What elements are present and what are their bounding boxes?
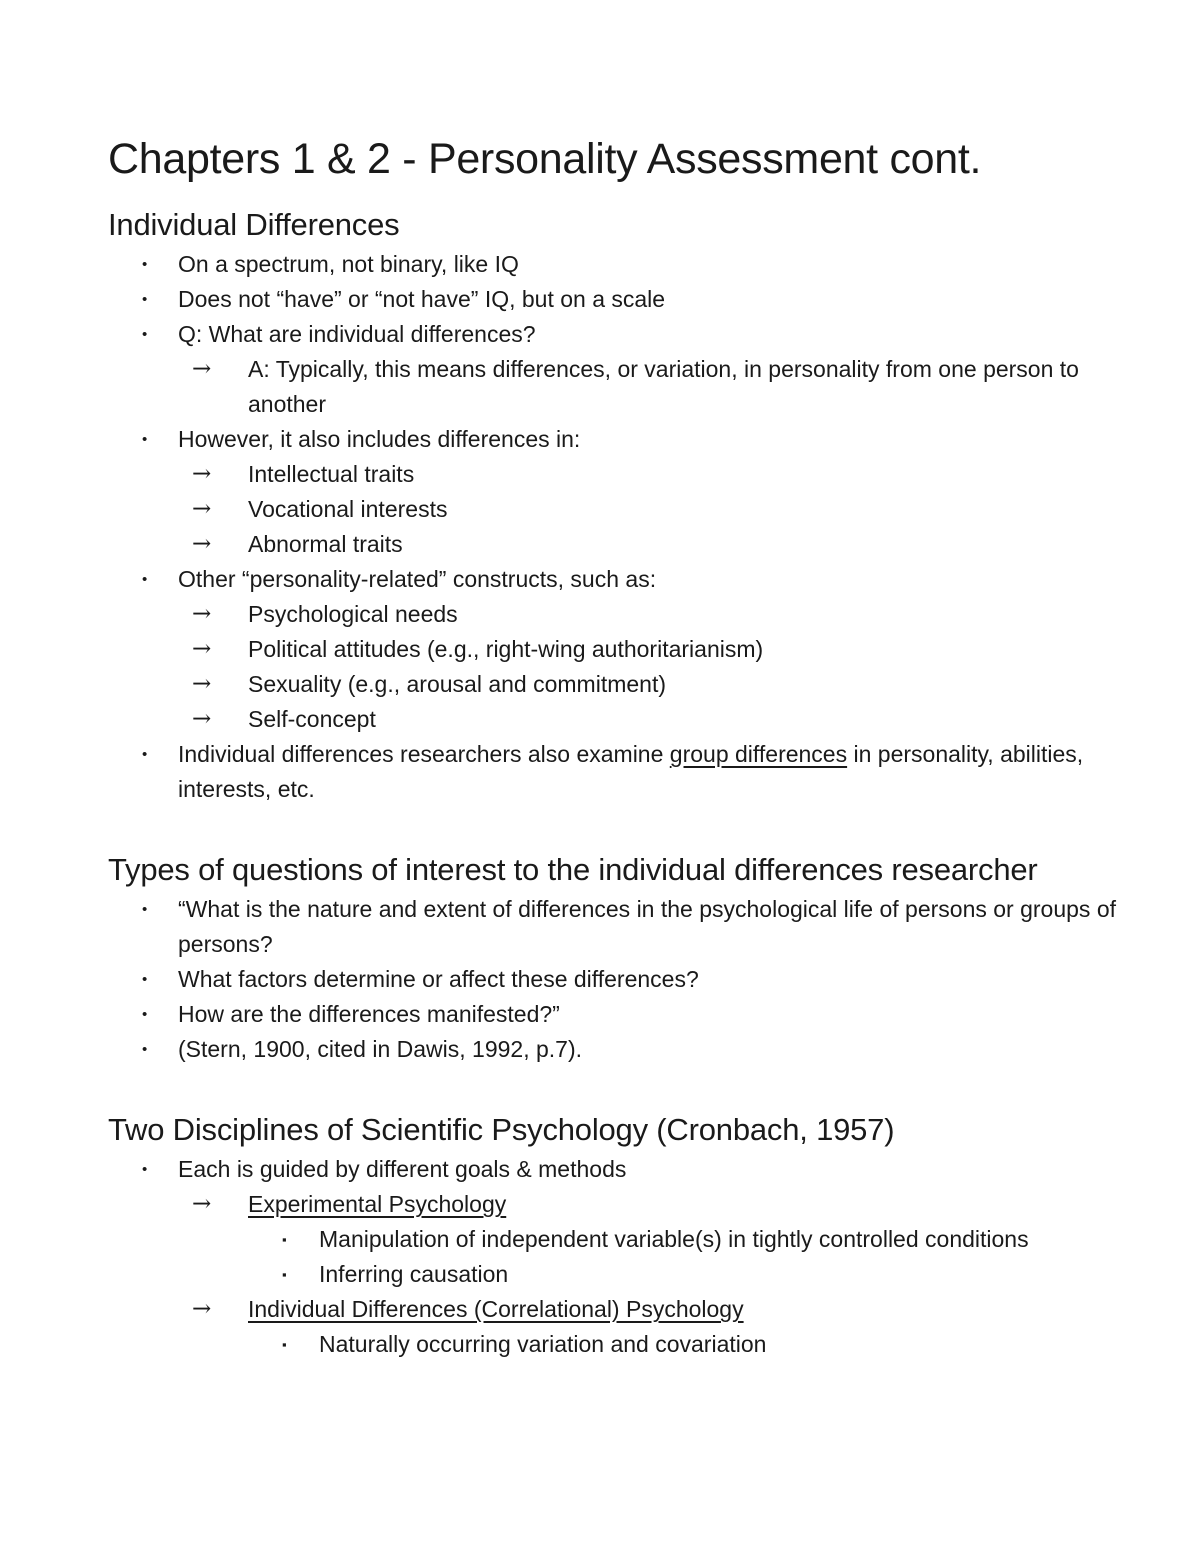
bullet-icon: • [142, 431, 148, 448]
square-bullet-icon: ▪ [282, 1232, 287, 1247]
sub-list-item [108, 597, 1138, 632]
arrow-icon: → [192, 636, 212, 662]
arrow-icon: → [192, 461, 212, 487]
section-list-types-of-questions [108, 892, 1138, 1067]
section-heading-individual-differences: Individual Differences [108, 207, 400, 242]
list-item-text: However, it also includes differences in: [178, 426, 581, 452]
bullet-icon: • [142, 571, 148, 588]
list-item-text: Inferring causation [319, 1261, 509, 1287]
list-item [108, 997, 1138, 1032]
sub-list-item [108, 457, 1138, 492]
list-item [108, 422, 1138, 457]
list-item-text: Q: What are individual differences? [178, 321, 536, 347]
underlined-term: Experimental Psychology [248, 1191, 507, 1217]
sub-list-item [108, 352, 1138, 422]
list-item [108, 317, 1138, 352]
sub-list-item [108, 492, 1138, 527]
list-item-text: Political attitudes (e.g., right-wing authoritarianism) [248, 636, 764, 662]
document-content [108, 130, 1138, 1433]
arrow-icon: → [192, 1191, 212, 1217]
list-item [108, 962, 1138, 997]
arrow-icon: → [192, 531, 212, 557]
list-item-text: Naturally occurring variation and covariation [319, 1331, 767, 1357]
section-heading-two-disciplines: Two Disciplines of Scientific Psychology (Cronbach, 1957) [108, 1112, 895, 1147]
sub-sub-list-item [108, 1327, 1138, 1362]
bullet-icon: • [142, 901, 148, 918]
sub-list-item [108, 1187, 1138, 1222]
list-item [108, 892, 1138, 962]
list-item-text: A: Typically, this means differences, or variation, in personality from one person to another [248, 356, 1079, 417]
underlined-term: Individual Differences (Correlational) Psychology [248, 1296, 744, 1322]
sub-list-item [108, 527, 1138, 562]
section-list-individual-differences [108, 247, 1138, 807]
bullet-icon: • [142, 326, 148, 343]
list-item-text: Intellectual traits [248, 461, 415, 487]
list-item [108, 1152, 1138, 1187]
arrow-icon: → [192, 1296, 212, 1322]
list-item-text: Vocational interests [248, 496, 448, 522]
list-item-text: “What is the nature and extent of differences in the psychological life of persons or groups of persons? [178, 896, 1117, 957]
list-item-text: Each is guided by different goals & methods [178, 1156, 627, 1182]
list-item-text: How are the differences manifested?” [178, 1001, 560, 1027]
square-bullet-icon: ▪ [282, 1337, 287, 1352]
list-item-text: Abnormal traits [248, 531, 403, 557]
list-item-text: Manipulation of independent variable(s) in tightly controlled conditions [319, 1226, 1029, 1252]
bullet-icon: • [142, 746, 148, 763]
sub-sub-list-item [108, 1257, 1138, 1292]
arrow-icon: → [192, 356, 212, 382]
underlined-term: group differences [669, 741, 848, 767]
bullet-icon: • [142, 256, 148, 273]
list-item-text: Sexuality (e.g., arousal and commitment) [248, 671, 667, 697]
bullet-icon: • [142, 291, 148, 308]
list-item [108, 562, 1138, 597]
sub-list-item [108, 1292, 1138, 1327]
list-item-text-after-underline: in personality, abilities, interests, etc. [178, 741, 1084, 802]
list-item-text: Does not “have” or “not have” IQ, but on a scale [178, 286, 666, 312]
list-item-text: On a spectrum, not binary, like IQ [178, 251, 519, 277]
list-item-text: What factors determine or affect these differences? [178, 966, 699, 992]
sub-sub-list-item [108, 1222, 1138, 1257]
sub-list-item [108, 702, 1138, 737]
sub-list-item [108, 667, 1138, 702]
list-item-text: Self-concept [248, 706, 376, 732]
arrow-icon: → [192, 706, 212, 732]
list-item [108, 1032, 1138, 1067]
square-bullet-icon: ▪ [282, 1267, 287, 1282]
section-heading-types-of-questions: Types of questions of interest to the individual differences researcher [108, 852, 1038, 887]
sub-list-item [108, 632, 1138, 667]
arrow-icon: → [192, 671, 212, 697]
list-item [108, 737, 1138, 807]
bullet-icon: • [142, 1041, 148, 1058]
page-title: Chapters 1 & 2 - Personality Assessment cont. [108, 135, 982, 183]
arrow-icon: → [192, 601, 212, 627]
list-item-text: Other “personality-related” constructs, such as: [178, 566, 657, 592]
list-item-text-before-underline: Individual differences researchers also examine [178, 741, 670, 767]
arrow-icon: → [192, 496, 212, 522]
section-list-two-disciplines [108, 1152, 1138, 1362]
bullet-icon: • [142, 1006, 148, 1023]
bullet-icon: • [142, 971, 148, 988]
list-item-text: (Stern, 1900, cited in Dawis, 1992, p.7). [178, 1036, 582, 1062]
list-item [108, 247, 1138, 282]
bullet-icon: • [142, 1161, 148, 1178]
list-item-text: Psychological needs [248, 601, 458, 627]
list-item [108, 282, 1138, 317]
